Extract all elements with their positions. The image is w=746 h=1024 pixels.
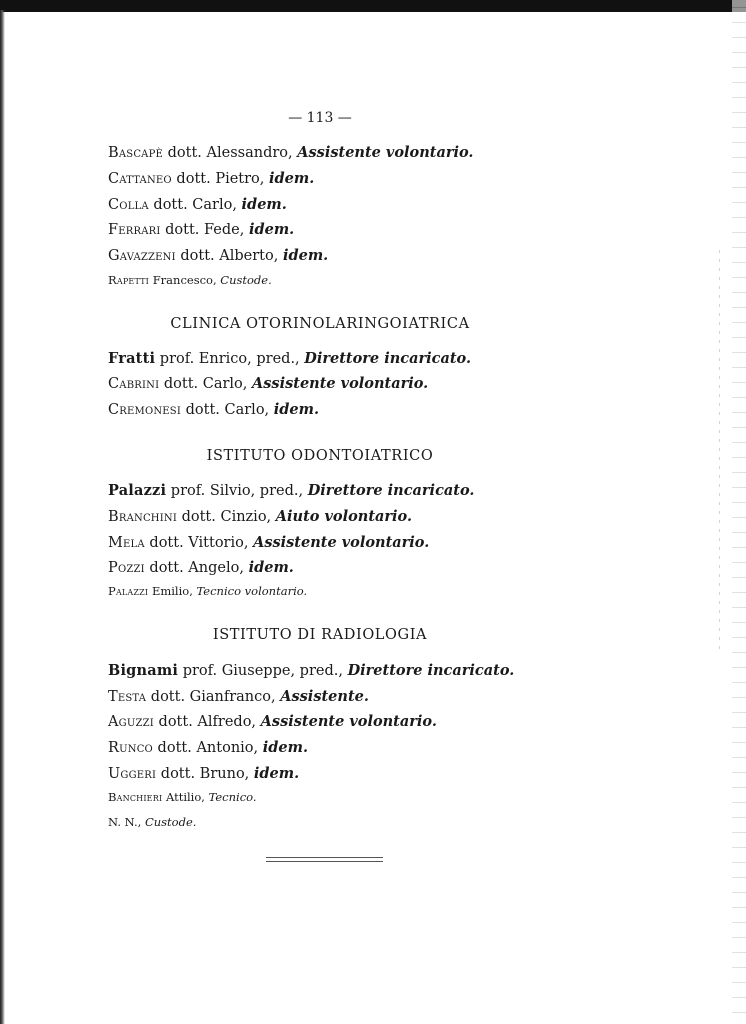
staff-details: dott. Antonio, [152, 740, 263, 756]
staff-entry [108, 403, 319, 418]
staff-role: Assistente volontario. [297, 144, 474, 161]
section-title: CLINICA OTORINOLARINGOIATRICA [170, 316, 470, 332]
staff-entry [108, 817, 196, 829]
staff-role: Tecnico. [208, 790, 257, 804]
staff-role: Custode. [144, 815, 197, 829]
staff-name: Branchini [108, 509, 177, 525]
staff-name: Bascapè [108, 145, 164, 161]
staff-name: Cabrini [108, 376, 160, 392]
staff-name: Mela [108, 535, 145, 551]
staff-details: prof. Silvio, pred., [166, 483, 308, 499]
staff-entry [108, 536, 429, 551]
staff-entry [108, 715, 437, 730]
staff-entry [108, 249, 328, 264]
scan-left-border [0, 10, 5, 1024]
staff-name: Cattaneo [108, 171, 172, 187]
staff-entry [108, 767, 299, 782]
staff-details: dott. Carlo, [159, 376, 252, 392]
staff-entry [108, 586, 307, 598]
staff-entry [108, 377, 428, 392]
staff-entry [108, 690, 369, 705]
staff-entry [108, 352, 471, 367]
staff-name: Ferrari [108, 222, 161, 238]
staff-details: dott. Alfredo, [153, 714, 261, 730]
staff-details: dott. Vittorio, [144, 535, 254, 551]
staff-role: idem. [262, 739, 309, 756]
staff-entry [108, 275, 272, 287]
staff-name: Palazzi [108, 584, 149, 598]
staff-entry [108, 664, 514, 679]
staff-details: dott. Carlo, [181, 402, 274, 418]
staff-entry [108, 172, 314, 187]
staff-name: Rapetti [108, 273, 150, 287]
staff-entry [108, 484, 474, 499]
staff-name: Bignami [108, 662, 179, 679]
staff-details: prof. Giuseppe, pred., [178, 663, 348, 679]
staff-role: Assistente volontario. [252, 375, 429, 392]
staff-role: Direttore incaricato. [307, 482, 475, 499]
staff-details: dott. Pietro, [171, 171, 270, 187]
staff-details: dott. Gianfranco, [146, 689, 281, 705]
page-number: — 113 — [288, 110, 352, 126]
staff-entry [108, 510, 412, 525]
section-title: ISTITUTO DI RADIOLOGIA [212, 627, 428, 643]
staff-role: Assistente. [280, 688, 369, 705]
staff-name: Testa [108, 689, 147, 705]
staff-role: Assistente volontario. [260, 713, 437, 730]
scan-right-speckle [719, 250, 720, 650]
staff-role: idem. [248, 221, 295, 238]
staff-details: dott. Angelo, [144, 560, 249, 576]
staff-role: idem. [248, 559, 294, 576]
staff-entry [108, 741, 308, 756]
staff-role: idem. [273, 401, 320, 418]
staff-name: Banchieri [108, 790, 163, 804]
staff-entry [108, 146, 473, 161]
staff-entry [108, 198, 287, 213]
staff-role: Tecnico volontario. [196, 584, 308, 598]
staff-details: dott. Alberto, [175, 248, 283, 264]
scan-top-border [0, 0, 746, 12]
staff-details: dott. Cinzio, [176, 509, 276, 525]
scan-right-border [732, 0, 746, 1024]
end-rule [266, 857, 383, 862]
staff-details: dott. Alessandro, [163, 145, 298, 161]
staff-details: prof. Enrico, pred., [155, 351, 305, 367]
staff-details: Francesco, [149, 273, 221, 287]
staff-role: Custode. [220, 273, 272, 287]
staff-name: Fratti [108, 350, 156, 367]
staff-name: Colla [108, 197, 149, 213]
staff-role: idem. [269, 170, 315, 187]
staff-role: idem. [241, 196, 287, 213]
staff-name: Gavazzeni [108, 248, 176, 264]
staff-name: Palazzi [108, 482, 167, 499]
staff-name: Pozzi [108, 560, 145, 576]
staff-name: Cremonesi [108, 402, 182, 418]
staff-role: Assistente volontario. [253, 534, 430, 551]
staff-role: idem. [253, 765, 300, 782]
staff-name: N. N., [108, 815, 142, 829]
staff-role: Direttore incaricato. [347, 662, 515, 679]
staff-name: Runco [108, 740, 153, 756]
staff-details: dott. Carlo, [148, 197, 242, 213]
staff-details: Emilio, [148, 584, 197, 598]
staff-entry [108, 792, 257, 804]
staff-role: Direttore incaricato. [304, 350, 472, 367]
staff-role: idem. [282, 247, 329, 264]
staff-entry [108, 223, 294, 238]
staff-name: Uggeri [108, 766, 157, 782]
staff-details: dott. Fede, [160, 222, 249, 238]
staff-entry [108, 561, 294, 576]
staff-details: Attilio, [162, 790, 209, 804]
section-title: ISTITUTO ODONTOIATRICO [206, 448, 434, 464]
staff-role: Aiuto volontario. [275, 508, 413, 525]
staff-name: Aguzzi [108, 714, 154, 730]
staff-details: dott. Bruno, [156, 766, 254, 782]
